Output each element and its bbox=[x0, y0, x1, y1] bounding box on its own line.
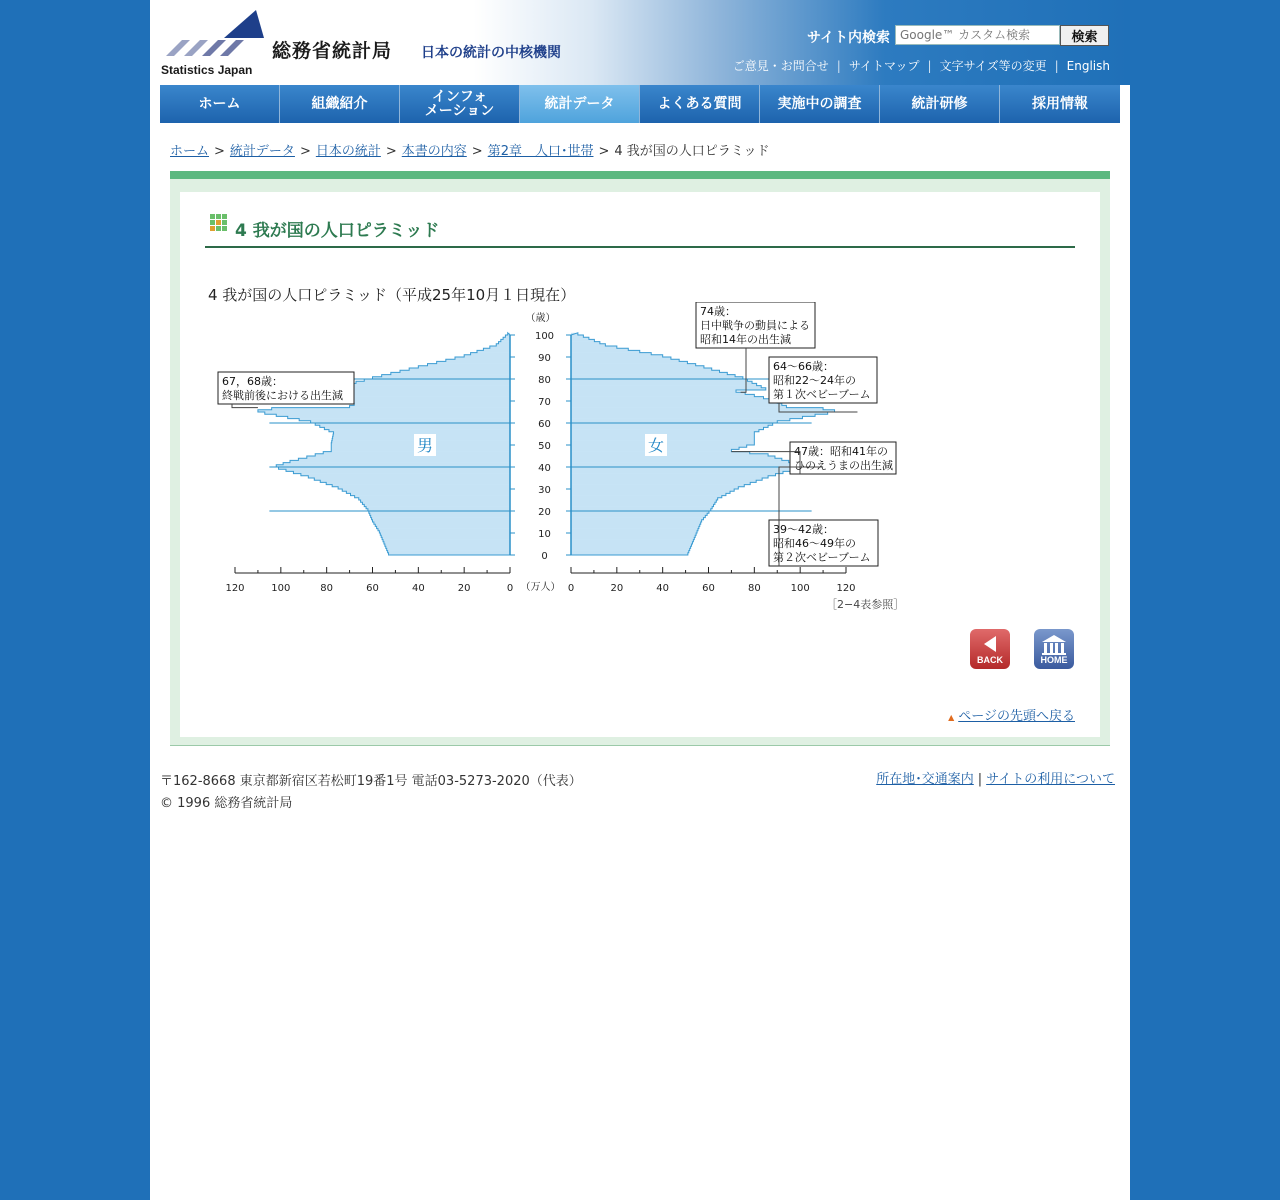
pyramid-bar bbox=[299, 419, 510, 422]
pyramid-bar bbox=[307, 456, 510, 459]
annotation-text: 終戦前後における出生減 bbox=[222, 389, 343, 402]
pyramid-bar bbox=[571, 399, 773, 402]
population-pyramid-chart bbox=[200, 302, 920, 612]
pyramid-bar bbox=[366, 507, 510, 510]
pyramid-bar bbox=[276, 414, 510, 417]
pyramid-bar bbox=[571, 383, 757, 386]
nav-item-information[interactable]: インフォ メーション bbox=[400, 85, 520, 123]
nav-item-recruitment[interactable]: 採用情報 bbox=[1000, 85, 1120, 123]
pyramid-bar bbox=[265, 412, 510, 415]
pyramid-bar bbox=[374, 522, 510, 525]
pyramid-bar bbox=[384, 542, 510, 545]
pyramid-bar bbox=[409, 368, 510, 371]
pyramid-bar bbox=[571, 548, 690, 551]
pyramid-bar bbox=[571, 414, 815, 417]
pyramid-bar bbox=[571, 366, 704, 369]
text-size-link[interactable]: 文字サイズ等の変更 bbox=[939, 59, 1047, 73]
pyramid-bar bbox=[342, 489, 510, 492]
nav-item-statistics-data[interactable]: 統計データ bbox=[520, 85, 640, 123]
pyramid-bar bbox=[382, 537, 510, 540]
page-top-link-label: ページの先頭へ戻る bbox=[958, 709, 1075, 724]
breadcrumb-link[interactable]: 統計データ bbox=[229, 144, 295, 159]
value-tick-label: 80 bbox=[747, 583, 761, 594]
pyramid-bar bbox=[571, 471, 783, 474]
separator: | bbox=[836, 59, 841, 73]
page bbox=[150, 0, 1130, 1200]
back-button[interactable] bbox=[970, 629, 1010, 669]
pyramid-bar bbox=[258, 410, 510, 413]
pyramid-bar bbox=[388, 551, 510, 554]
pyramid-bar bbox=[571, 408, 823, 411]
annotation-text: 第１次ベビーブーム bbox=[773, 388, 871, 401]
pyramid-bar bbox=[385, 544, 510, 547]
pyramid-bar bbox=[571, 485, 744, 488]
value-tick-label: 100 bbox=[790, 583, 810, 594]
annotation-text: 64～66歳： bbox=[773, 360, 834, 373]
age-tick-label: 10 bbox=[538, 529, 551, 540]
annotation-text: 47歳：昭和41年の bbox=[794, 445, 888, 458]
pyramid-bar bbox=[373, 520, 511, 523]
pyramid-bar bbox=[362, 502, 510, 505]
pyramid-bar bbox=[571, 537, 694, 540]
pyramid-bar bbox=[329, 430, 510, 433]
pyramid-bar bbox=[571, 533, 696, 536]
pyramid-bar bbox=[571, 397, 764, 400]
pyramid-bar bbox=[314, 478, 510, 481]
separator: | bbox=[927, 59, 932, 73]
site-header bbox=[150, 0, 1130, 85]
pyramid-bar bbox=[571, 482, 750, 485]
pyramid-bar bbox=[571, 487, 738, 490]
pyramid-bar bbox=[320, 425, 510, 428]
value-tick-label: 20 bbox=[457, 583, 471, 594]
site-policy-link[interactable]: サイトの利用について bbox=[986, 772, 1115, 787]
age-tick-label: 80 bbox=[538, 375, 551, 386]
pyramid-bar bbox=[380, 533, 510, 536]
footer-address: 〒162-8668 東京都新宿区若松町19番1号 電話03-5273-2020（代表） bbox=[160, 774, 582, 789]
pyramid-bar bbox=[571, 518, 703, 521]
triangle-up-icon: ▲ bbox=[948, 713, 955, 722]
age-tick-label: 60 bbox=[538, 419, 551, 430]
pyramid-bar bbox=[371, 515, 510, 518]
breadcrumb: ホーム > 統計データ > 日本の統計 > 本書の内容 > 第2章 人口･世帯 > 4 我が国の人口ピラミッド bbox=[170, 144, 770, 159]
annotation-text: 67，68歳： bbox=[222, 375, 283, 388]
pyramid-bar bbox=[571, 515, 705, 518]
pyramid-bar bbox=[571, 458, 782, 461]
pyramid-bar bbox=[571, 405, 786, 408]
search-label: サイト内検索 bbox=[807, 30, 891, 46]
logo-english-text: Statistics Japan bbox=[161, 63, 253, 77]
pyramid-bar bbox=[571, 531, 697, 534]
breadcrumb-link[interactable]: ホーム bbox=[170, 144, 210, 159]
pyramid-bar bbox=[382, 375, 510, 378]
tagline: 日本の統計の中核機関 bbox=[421, 45, 561, 61]
pyramid-bar bbox=[286, 469, 510, 472]
pyramid-bar bbox=[571, 540, 693, 543]
age-tick-label: 20 bbox=[538, 507, 551, 518]
value-tick-label: 100 bbox=[271, 583, 291, 594]
value-tick-label: 80 bbox=[320, 583, 334, 594]
pyramid-bar bbox=[571, 460, 789, 463]
pyramid-bar bbox=[571, 498, 718, 501]
annotation-leader bbox=[232, 404, 258, 408]
annotation-text: 昭和46～49年の bbox=[773, 537, 856, 550]
pyramid-bar bbox=[571, 476, 768, 479]
pyramid-bar bbox=[301, 474, 510, 477]
pyramid-bar bbox=[571, 368, 712, 371]
pyramid-bar bbox=[571, 403, 782, 406]
search-button[interactable]: 検索 bbox=[1060, 25, 1109, 46]
pyramid-bar bbox=[571, 493, 726, 496]
value-tick-label: 20 bbox=[610, 583, 624, 594]
pyramid-bar bbox=[571, 522, 701, 525]
pyramid-bar bbox=[571, 496, 722, 499]
pyramid-bar bbox=[383, 540, 510, 543]
home-button[interactable] bbox=[1034, 629, 1074, 669]
pyramid-bar bbox=[571, 463, 794, 466]
pyramid-bar bbox=[351, 493, 511, 496]
pyramid-bar bbox=[571, 419, 790, 422]
value-unit-label: （万人） bbox=[520, 582, 561, 593]
pyramid-bar bbox=[428, 364, 511, 367]
statistics-bureau-logo[interactable] bbox=[160, 8, 270, 64]
pyramid-bar bbox=[334, 432, 510, 435]
pyramid-bar bbox=[571, 551, 689, 554]
pyramid-bar bbox=[571, 353, 651, 356]
pyramid-bar bbox=[571, 370, 720, 373]
pyramid-bar bbox=[315, 454, 510, 457]
pyramid-bar bbox=[571, 524, 700, 527]
pyramid-bar bbox=[571, 416, 802, 419]
pyramid-bar bbox=[378, 529, 510, 532]
pyramid-bar bbox=[571, 469, 790, 472]
annotation-text: 昭和22～24年の bbox=[773, 374, 856, 387]
pyramid-bar bbox=[372, 518, 510, 521]
pyramid-bar bbox=[571, 489, 734, 492]
back-button-label: BACK bbox=[977, 655, 1003, 665]
pyramid-bar bbox=[361, 500, 510, 503]
pyramid-bar bbox=[320, 480, 510, 483]
separator: | bbox=[1054, 59, 1059, 73]
pyramid-bar bbox=[571, 430, 759, 433]
pyramid-bar bbox=[377, 526, 510, 529]
pyramid-bar bbox=[571, 491, 730, 494]
pyramid-bar bbox=[571, 513, 707, 516]
value-tick-label: 0 bbox=[567, 583, 575, 594]
pyramid-bar bbox=[571, 375, 735, 378]
value-tick-label: 60 bbox=[366, 583, 379, 594]
pyramid-bar bbox=[437, 361, 510, 364]
pyramid-bar bbox=[571, 546, 691, 549]
pyramid-bar bbox=[298, 458, 510, 461]
age-tick-label: 40 bbox=[538, 463, 551, 474]
search-input[interactable] bbox=[895, 25, 1060, 45]
pyramid-bar bbox=[571, 526, 699, 529]
pyramid-bar bbox=[571, 544, 692, 547]
value-tick-label: 120 bbox=[225, 583, 245, 594]
age-tick-label: 30 bbox=[538, 485, 551, 496]
pyramid-bar bbox=[571, 372, 727, 375]
pyramid-bar bbox=[571, 454, 768, 457]
chart-title: 4 我が国の人口ピラミッド（平成25年10月１日現在） bbox=[208, 286, 576, 304]
pyramid-bar bbox=[571, 401, 777, 404]
pyramid-bar bbox=[354, 403, 510, 406]
pyramid-bar bbox=[571, 456, 775, 459]
pyramid-bar bbox=[375, 524, 510, 527]
page-title: 4 我が国の人口ピラミッド bbox=[235, 221, 440, 241]
page-top-link[interactable] bbox=[948, 705, 1075, 724]
pyramid-bar bbox=[329, 401, 510, 404]
pyramid-bar bbox=[324, 427, 510, 430]
source-note: ［2−4表参照］ bbox=[826, 598, 905, 611]
nav-item-training[interactable]: 統計研修 bbox=[880, 85, 1000, 123]
content-frame bbox=[170, 171, 1110, 746]
pyramid-bar bbox=[571, 425, 768, 428]
pyramid-bar bbox=[571, 502, 715, 505]
global-nav bbox=[160, 85, 1120, 123]
pyramid-bar bbox=[359, 498, 510, 501]
age-tick-label: 100 bbox=[534, 331, 555, 342]
value-tick-label: 40 bbox=[411, 583, 425, 594]
pyramid-bar bbox=[331, 388, 510, 391]
annotation-text: 39～42歳： bbox=[773, 523, 834, 536]
pyramid-bar bbox=[379, 531, 510, 534]
value-tick-label: 40 bbox=[656, 583, 670, 594]
pyramid-bar bbox=[418, 366, 510, 369]
pyramid-bar bbox=[290, 460, 510, 463]
pyramid-bar bbox=[571, 361, 687, 364]
access-link[interactable]: 所在地･交通案内 bbox=[876, 772, 974, 787]
pyramid-bar bbox=[355, 496, 510, 499]
pyramid-bar bbox=[571, 381, 752, 384]
pyramid-bar bbox=[571, 392, 745, 395]
pyramid-bar bbox=[370, 513, 510, 516]
content-panel bbox=[180, 192, 1100, 737]
value-tick-label: 120 bbox=[836, 583, 856, 594]
pyramid-bar bbox=[308, 476, 510, 479]
pyramid-bar bbox=[571, 394, 754, 397]
pyramid-bar bbox=[571, 504, 714, 507]
pyramid-bar bbox=[283, 463, 510, 466]
breadcrumb-link[interactable]: 第2章 人口･世帯 bbox=[487, 144, 594, 159]
annotation-text: 第２次ベビーブーム bbox=[773, 551, 871, 564]
age-tick-label: 50 bbox=[538, 441, 551, 452]
nav-item-faq[interactable]: よくある質問 bbox=[640, 85, 760, 123]
sitemap-link[interactable]: サイトマップ bbox=[848, 59, 920, 73]
age-tick-label: 70 bbox=[538, 397, 551, 408]
pyramid-bar bbox=[571, 390, 736, 393]
series-label: 男 bbox=[416, 436, 434, 455]
pyramid-bar bbox=[571, 357, 671, 360]
pyramid-bar bbox=[346, 491, 510, 494]
annotation-text: 昭和14年の出生減 bbox=[700, 333, 791, 346]
pyramid-bar bbox=[338, 487, 510, 490]
pyramid-bar bbox=[356, 381, 510, 384]
breadcrumb-current: 4 我が国の人口ピラミッド bbox=[614, 144, 770, 159]
pyramid-bar bbox=[571, 507, 712, 510]
value-tick-label: 60 bbox=[702, 583, 715, 594]
logo-japanese-text: 総務省統計局 bbox=[272, 40, 393, 62]
pyramid-bar bbox=[571, 478, 762, 481]
pyramid-bar bbox=[348, 383, 510, 386]
age-tick-label: 90 bbox=[538, 353, 551, 364]
pyramid-bar bbox=[571, 529, 698, 532]
breadcrumb-link[interactable]: 日本の統計 bbox=[315, 144, 381, 159]
pyramid-bar bbox=[571, 364, 696, 367]
footer-links: 所在地･交通案内 | サイトの利用について bbox=[876, 772, 1115, 787]
home-button-label: HOME bbox=[1040, 655, 1068, 665]
pyramid-bar bbox=[340, 386, 511, 389]
pyramid-bar bbox=[386, 546, 510, 549]
pyramid-bar bbox=[326, 482, 510, 485]
nav-item-current-surveys[interactable]: 実施中の調査 bbox=[760, 85, 880, 123]
age-tick-label: 0 bbox=[541, 551, 548, 562]
utility-links bbox=[710, 57, 1110, 74]
pyramid-bar bbox=[400, 370, 510, 373]
value-tick-label: 0 bbox=[506, 583, 514, 594]
footer-copyright: © 1996 総務省統計局 bbox=[160, 796, 293, 811]
age-unit-label: （歳） bbox=[525, 313, 556, 324]
pyramid-bar bbox=[571, 480, 756, 483]
annotation-text: 日中戦争の動員による bbox=[700, 319, 810, 332]
pyramid-bar bbox=[571, 542, 692, 545]
pyramid-bar bbox=[381, 535, 510, 538]
breadcrumb-link[interactable]: 本書の内容 bbox=[401, 144, 467, 159]
pyramid-bar bbox=[350, 405, 510, 408]
pyramid-bar bbox=[571, 432, 754, 435]
contact-link[interactable]: ご意見・お問合せ bbox=[732, 59, 829, 73]
pyramid-bar bbox=[571, 427, 764, 430]
grid-icon bbox=[210, 214, 228, 232]
pyramid-bar bbox=[571, 520, 702, 523]
pyramid-bar bbox=[288, 416, 510, 419]
nav-item-organization[interactable]: 組織紹介 bbox=[280, 85, 400, 123]
pyramid-bar bbox=[571, 535, 695, 538]
pyramid-bar bbox=[332, 485, 510, 488]
annotation-text: ひのえうまの出生減 bbox=[794, 459, 893, 472]
pyramid-bar bbox=[364, 504, 510, 507]
pyramid-bar bbox=[571, 500, 716, 503]
pyramid-bar bbox=[571, 359, 679, 362]
pyramid-bar bbox=[387, 548, 510, 551]
english-link[interactable]: English bbox=[1066, 59, 1110, 73]
nav-item-home[interactable]: ホーム bbox=[160, 85, 280, 123]
pyramid-bar bbox=[571, 386, 761, 389]
pyramid-bar bbox=[293, 471, 510, 474]
series-label: 女 bbox=[647, 436, 665, 455]
pyramid-bar bbox=[571, 355, 663, 358]
annotation-text: 74歳： bbox=[700, 305, 736, 318]
pyramid-bar bbox=[391, 372, 510, 375]
title-divider bbox=[205, 246, 1075, 248]
pyramid-bar bbox=[571, 474, 776, 477]
